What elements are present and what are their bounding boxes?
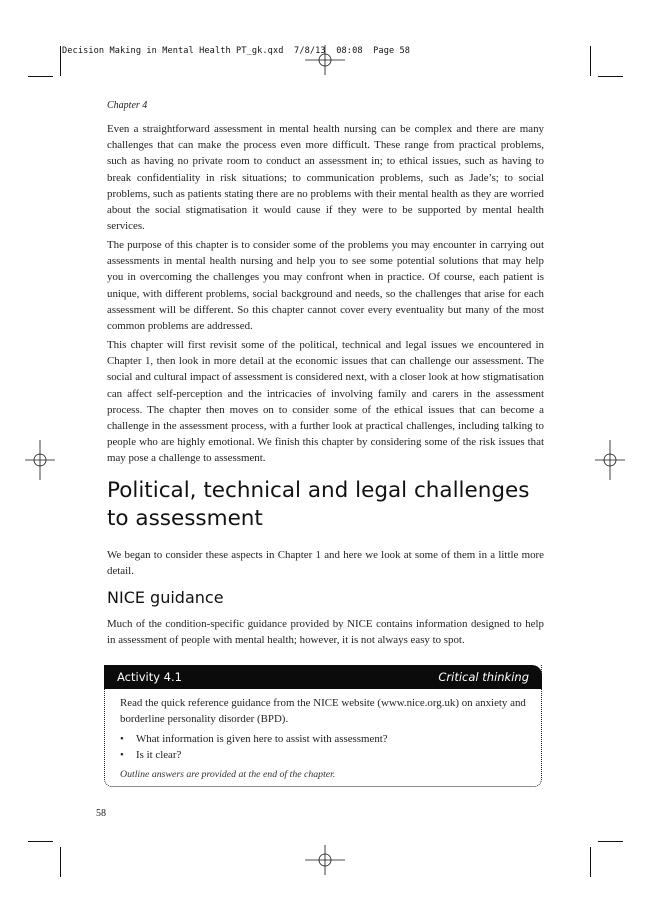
print-slug: Decision Making in Mental Health PT_gk.qxd 7/8/13 08:08 Page 58 (62, 46, 411, 56)
crop-mark (590, 46, 591, 76)
page-number: 58 (96, 808, 106, 819)
section-heading: Political, technical and legal challenges to assessment (107, 478, 530, 531)
crop-mark (28, 76, 53, 77)
section-intro: We began to consider these aspects in Chapter 1 and here we look at some of them in a little more detail. (107, 549, 544, 578)
activity-type: Critical thinking (438, 670, 529, 684)
crop-mark (590, 847, 591, 877)
subheading: NICE guidance (107, 588, 224, 607)
activity-header (104, 665, 542, 689)
crop-mark (28, 841, 53, 842)
bullet-marker: • (120, 749, 124, 761)
crop-mark (598, 841, 623, 842)
activity-instructions: Read the quick reference guidance from the NICE website (www.nice.org.uk) on anxiety and borderline personality disorder (BPD). (120, 697, 526, 725)
list-item (120, 749, 181, 761)
registration-mark-icon (305, 845, 345, 875)
activity-note: Outline answers are provided at the end of the chapter. (120, 769, 336, 780)
paragraph: Even a straightforward assessment in mental health nursing can be complex and there are many challenges that can make the process even more difficult. These range from practical problems, such as having no private room to conduct an assessment in; to ethical issues, such as having to break confidentiality in risk situations; to communication problems, such as Jade’s; to social problems, such as patients stating there are no problems with their mental health as they are worried about the social stigmatisation it would cause if they were to be supported by mental health services. (107, 123, 544, 233)
crop-mark (60, 46, 61, 76)
paragraph: The purpose of this chapter is to consider some of the problems you may encounter in carrying out assessments in mental health nursing and help you to see some potential solutions that may help you in overcoming the challenges you may confront when in practice. Of course, each patient is unique, with different problems, social background and needs, so the challenges that arise for each assessment will be different. So this chapter cannot cover every eventuality but many of the most common problems are addressed. (107, 239, 544, 333)
list-item-text: What information is given here to assist with assessment? (136, 733, 388, 745)
paragraph: Much of the condition-specific guidance provided by NICE contains information designed to help in assessment of people with mental health; however, it is not always easy to spot. (107, 618, 544, 647)
running-head: Chapter 4 (107, 100, 148, 111)
list-item (120, 733, 388, 745)
registration-mark-icon (25, 440, 55, 480)
list-item-text: Is it clear? (136, 749, 182, 761)
activity-label: Activity 4.1 (117, 670, 182, 684)
registration-mark-icon (595, 440, 625, 480)
crop-mark (598, 76, 623, 77)
registration-mark-icon (305, 45, 345, 75)
bullet-marker: • (120, 733, 124, 745)
paragraph: This chapter will first revisit some of the political, technical and legal issues we encountered in Chapter 1, then look in more detail at the economic issues that can challenge our assessment. The social and cultural impact of assessment is considered next, with a closer look at how stigmatisation can affect self-perception and the intricacies of involving family and carers in the assessment process. The chapter then moves on to consider some of the ethical issues that can become a challenge in the assessment process, with a further look at practical challenges, including talking to people who are highly emotional. We finish this chapter by considering some of the risk issues that may pose a challenge to assessment. (107, 339, 544, 465)
crop-mark (60, 847, 61, 877)
